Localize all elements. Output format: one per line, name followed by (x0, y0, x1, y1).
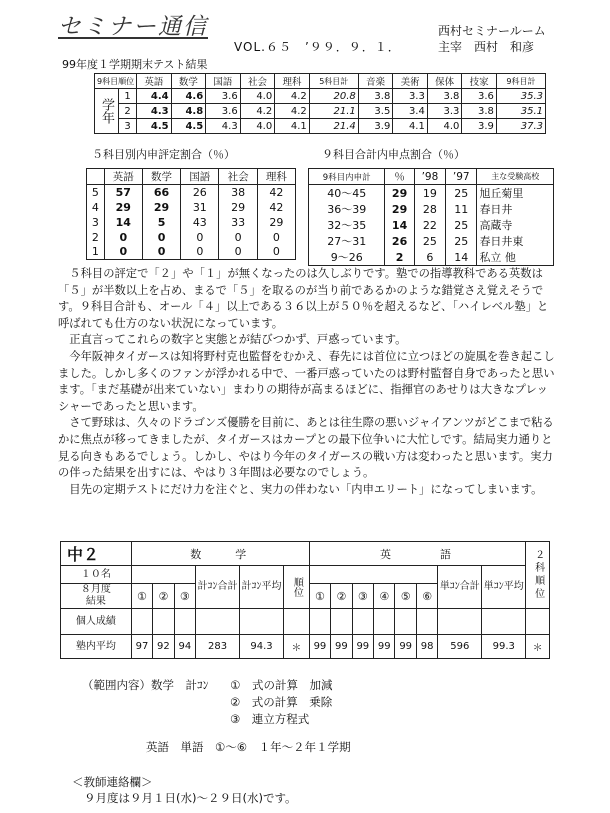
header-cell: ’97 (446, 169, 477, 185)
test-results-caption: 99年度１学期期末テスト結果 (62, 58, 208, 71)
cell: 99.3 (482, 635, 526, 659)
cell-value: 4.4 (150, 90, 169, 102)
header-cell: 5科目計 (309, 74, 358, 89)
cell: 0 (219, 230, 257, 245)
cell: 春日井東 (477, 233, 554, 249)
cell: 私立 他 (477, 249, 554, 266)
paragraph: さて野球は、久々のドラゴンズ優勝を目前に、あとは往生際の悪いジャイアンツがどこまで粘るかに焦点が移ってきましたが、タイガースはカープとの最下位争いに大忙しです。結局実力通りと見る向きもあるでしょう。しかし、やはり今年のタイガースの戦い方は変わったと思います。実力の伴った結果を出すには、やはり３年間は必要なのでしょう。 (58, 416, 554, 480)
rank-cell: 1 (119, 89, 137, 104)
empty-cell (438, 609, 482, 635)
header-cell: 理科 (275, 74, 310, 89)
header-cell: 9科目内申計 (309, 169, 385, 185)
cell-value: 4.5 (150, 120, 169, 132)
cell: 3.3 (393, 89, 428, 104)
cell: 0 (219, 245, 257, 260)
table-row (87, 200, 296, 215)
table-header-row (61, 566, 550, 584)
header-cell: 国語 (181, 169, 219, 185)
newsletter-title: セミナー通信 (58, 14, 208, 40)
cell: 14 (104, 215, 142, 230)
two-subject-rank-header: ２科順位 (526, 542, 550, 609)
cell: 14 (385, 217, 414, 233)
table-header-row (95, 74, 546, 89)
cell: 3.8 (358, 89, 393, 104)
cell: 2 (385, 249, 414, 266)
cell (309, 89, 358, 104)
cell: 0 (257, 230, 295, 245)
empty-cell (482, 609, 526, 635)
cell: 3.9 (358, 119, 393, 134)
subject-ratio-table (86, 168, 296, 260)
cell: 19 (414, 185, 445, 202)
table-row (309, 201, 554, 217)
empty-cell (309, 609, 330, 635)
math-header: 数 学 (131, 542, 309, 566)
cell (309, 104, 358, 119)
cell: 2 (91, 230, 99, 244)
article-body (58, 266, 558, 498)
english-col-header: ② (331, 584, 352, 609)
scope-row (82, 677, 332, 694)
cell: 596 (438, 635, 482, 659)
header-cell: 技家 (462, 74, 497, 89)
cell: 3 (91, 215, 99, 229)
header-cell: 理科 (257, 169, 295, 185)
cell: 4.2 (240, 104, 275, 119)
cell: 99 (374, 635, 395, 659)
cell: 4.1 (393, 119, 428, 134)
header-cell: 社会 (219, 169, 257, 185)
cell: 28 (414, 201, 445, 217)
paragraph: 今年阪神タイガースは知将野村克也監督をむかえ、春先には首位に立つほどの旋風を巻き起こしました。しかし多くのファンが浮かれる中で、一番戸惑っていたのは野村監督自身であったと思います。「まだ基礎が出来ていない」まわりの期待が高まるほどに、指揮官のあせりは大きなプレッシャーであったと思います。 (58, 349, 555, 413)
cell-value: 4.5 (185, 120, 204, 132)
cell: 99 (331, 635, 352, 659)
cell (496, 89, 545, 104)
english-col-header: ⑥ (416, 584, 437, 609)
cell-value: 35.1 (520, 105, 543, 117)
cell: 3.9 (462, 119, 497, 134)
cell: 4 (91, 200, 99, 214)
cell: 42 (257, 200, 295, 215)
empty-cell (374, 609, 395, 635)
volume-date: VOL.６５ ’９９．９．１． (234, 40, 401, 54)
cell: ＊ (526, 635, 550, 659)
empty-cell (153, 609, 174, 635)
test-scope (82, 677, 332, 728)
cell: 14 (446, 249, 477, 266)
cell: 3.4 (393, 104, 428, 119)
header-cell: 音楽 (358, 74, 393, 89)
english-col-header: ④ (374, 584, 395, 609)
cell: 春日井 (477, 201, 554, 217)
cell: 99 (395, 635, 416, 659)
cell (496, 104, 545, 119)
english-col-header: ① (309, 584, 330, 609)
table-row (87, 245, 296, 260)
table-row (87, 215, 296, 230)
header-cell: 英語 (137, 74, 172, 89)
empty-cell (352, 609, 373, 635)
table-row (95, 89, 546, 104)
cell-value: 20.8 (333, 90, 356, 102)
cell: 3.5 (358, 104, 393, 119)
spacer-cell (131, 566, 195, 584)
teacher-notes (72, 774, 297, 806)
table-header-row (309, 169, 554, 185)
total-ratio-table (308, 168, 554, 266)
personal-results-label: 個人成績 (61, 609, 132, 635)
cell: 4.0 (427, 119, 462, 134)
scope-item: ① 式の計算 加減 (230, 678, 333, 692)
cell (496, 119, 545, 134)
cell (137, 104, 172, 119)
cell: 99 (309, 635, 330, 659)
grade-side-label: 学年 (95, 89, 119, 134)
cell: 29 (385, 185, 414, 202)
cell: 38 (219, 185, 257, 200)
cell: 3.3 (427, 104, 462, 119)
cell: 0 (181, 230, 219, 245)
header-cell: 数学 (171, 74, 206, 89)
cell: 98 (416, 635, 437, 659)
cell: 25 (446, 233, 477, 249)
math-col-header: ① (131, 584, 152, 609)
table-row (95, 119, 546, 134)
math-rank-header: 順位 (283, 566, 309, 609)
cell (137, 89, 172, 104)
august-results-table (60, 541, 550, 659)
empty-cell (395, 609, 416, 635)
math-average-header: 計ｺﾝ平均 (240, 566, 284, 609)
cell: 29 (385, 201, 414, 217)
cell: 3.8 (462, 104, 497, 119)
cell: 25 (414, 233, 445, 249)
table-row (87, 230, 296, 245)
cell: 3.6 (206, 89, 241, 104)
cell: 22 (414, 217, 445, 233)
teacher-notes-label: ＜教師連絡欄＞ (72, 775, 153, 789)
header-cell: 社会 (240, 74, 275, 89)
english-total-header: 単ｺﾝ合計 (438, 566, 482, 609)
cell: 25 (446, 217, 477, 233)
editor-name: 主宰 西村 和彦 (438, 40, 535, 54)
cell: 29 (219, 200, 257, 215)
cell (137, 119, 172, 134)
cell: 26 (385, 233, 414, 249)
cell: 94.3 (240, 635, 284, 659)
spacer-cell (309, 566, 438, 584)
table-row (309, 249, 554, 266)
empty-cell (416, 609, 437, 635)
cell: 31 (181, 200, 219, 215)
english-col-header: ③ (352, 584, 373, 609)
cell: ＊ (283, 635, 309, 659)
cell: 26 (181, 185, 219, 200)
student-count: １０名 (61, 566, 132, 584)
cell: 36～39 (327, 203, 367, 216)
cell: 0 (257, 245, 295, 260)
empty-cell (526, 609, 550, 635)
english-header: 英 語 (309, 542, 526, 566)
cell: 0 (142, 230, 180, 245)
class-average-label: 塾内平均 (61, 635, 132, 659)
result-label: 結果 (85, 596, 106, 607)
cell: 5 (91, 185, 99, 199)
table-row (309, 185, 554, 202)
empty-cell (131, 609, 152, 635)
header-cell: 国語 (206, 74, 241, 89)
cell: 5 (142, 215, 180, 230)
cell: 旭丘菊里 (477, 185, 554, 202)
empty-cell (174, 609, 195, 635)
english-scope: 英語 単語 ①～⑥ １年～２年１学期 (146, 740, 351, 754)
cell-value: 35.3 (520, 90, 543, 102)
test-results-table (94, 73, 546, 134)
header-cell: 英語 (104, 169, 142, 185)
header-cell: 保体 (427, 74, 462, 89)
header-cell (87, 169, 105, 185)
paragraph: 正直言ってこれらの数字と実態とが結びつかず、戸惑っています。 (69, 333, 407, 347)
cell: 29 (142, 200, 180, 215)
empty-cell (283, 609, 309, 635)
cell: 27～31 (327, 235, 367, 248)
empty-cell (240, 609, 284, 635)
scope-item: ② 式の計算 乗除 (230, 695, 333, 709)
cell: 42 (257, 185, 295, 200)
cell-value: 21.4 (333, 120, 356, 132)
cell: 6 (414, 249, 445, 266)
cell: 3.8 (427, 89, 462, 104)
cell: 4.0 (240, 119, 275, 134)
cell: 99 (352, 635, 373, 659)
empty-cell (331, 609, 352, 635)
cell: 43 (181, 215, 219, 230)
table-row (309, 233, 554, 249)
cell: 高蔵寺 (477, 217, 554, 233)
cell: 3.6 (462, 89, 497, 104)
cell-value: 4.8 (185, 105, 204, 117)
header-cell: 数学 (142, 169, 180, 185)
header-cell: 9科目計 (496, 74, 545, 89)
header-cell: 9科目順位 (95, 74, 137, 89)
cell: 0 (142, 245, 180, 260)
header-cell: 美術 (393, 74, 428, 89)
scope-item: ③ 連立方程式 (230, 712, 310, 726)
cell: 92 (153, 635, 174, 659)
header-cell: ％ (385, 169, 414, 185)
cell: 97 (131, 635, 152, 659)
cell: 9～26 (330, 251, 363, 264)
total-ratio-caption: ９科目合計内申点割合（％） (322, 148, 465, 161)
cell: 0 (104, 245, 142, 260)
cell: 4.0 (240, 89, 275, 104)
organization-name: 西村セミナールーム (438, 24, 546, 38)
math-col-header: ③ (174, 584, 195, 609)
cell: 29 (257, 215, 295, 230)
header-cell: ’98 (414, 169, 445, 185)
cell-value: 21.1 (333, 105, 356, 117)
scope-label: （範囲内容）数学 計ｺﾝ (82, 678, 209, 692)
rank-cell: 3 (119, 119, 137, 134)
empty-cell (196, 609, 240, 635)
cell: 32～35 (327, 219, 367, 232)
table-row (61, 609, 550, 635)
cell (171, 89, 206, 104)
cell (309, 119, 358, 134)
cell: 94 (174, 635, 195, 659)
cell (171, 119, 206, 134)
table-row (95, 104, 546, 119)
cell-value: 4.3 (150, 105, 169, 117)
cell: 1 (91, 245, 99, 259)
table-row (87, 185, 296, 200)
cell: 4.2 (275, 104, 310, 119)
cell: 0 (104, 230, 142, 245)
paragraph: 目先の定期テストにだけ力を注ぐと、実力の伴わない「内申エリート」になってしまいます。 (69, 482, 543, 496)
cell: 40～45 (327, 187, 367, 200)
cell: 4.3 (206, 119, 241, 134)
paragraph: ５科目の評定で「２」や「１」が無くなったのは久しぶりです。塾での指導教科である英数は「５」が半数以上を占め、まるで「５」を取るのが当り前であるかのような錯覚さえ覚えそうです。９科目合計も、オール「４」以上である３６以上が５０％を超えるなど、「ハイレベル塾」と呼ばれても仕方のない状況になっています。 (58, 267, 549, 330)
cell-value: 37.3 (520, 120, 543, 132)
cell: 0 (181, 245, 219, 260)
cell: 25 (446, 185, 477, 202)
grade-label: 中２ (61, 542, 132, 566)
math-col-header: ② (153, 584, 174, 609)
cell-value: 4.6 (185, 90, 204, 102)
cell: 4.2 (275, 89, 310, 104)
cell: 66 (142, 185, 180, 200)
teacher-note-text: ９月度は９月１日(水)～２９日(水)です。 (84, 791, 297, 805)
header-cell: 主な受験高校 (477, 169, 554, 185)
cell: 29 (104, 200, 142, 215)
table-row (61, 635, 550, 659)
cell: 33 (219, 215, 257, 230)
english-col-header: ⑤ (395, 584, 416, 609)
month-result-cell (61, 584, 132, 609)
month-label: ８月度 (80, 584, 111, 595)
cell: 3.6 (206, 104, 241, 119)
cell: 283 (196, 635, 240, 659)
math-total-header: 計ｺﾝ合計 (196, 566, 240, 609)
table-row (309, 217, 554, 233)
table-header-row (61, 542, 550, 566)
rank-cell: 2 (119, 104, 137, 119)
cell: 11 (446, 201, 477, 217)
english-average-header: 単ｺﾝ平均 (482, 566, 526, 609)
table-header-row (87, 169, 296, 185)
cell: 57 (104, 185, 142, 200)
cell (171, 104, 206, 119)
subject-ratio-caption: ５科目別内申評定割合（％） (92, 148, 235, 161)
cell: 4.1 (275, 119, 310, 134)
